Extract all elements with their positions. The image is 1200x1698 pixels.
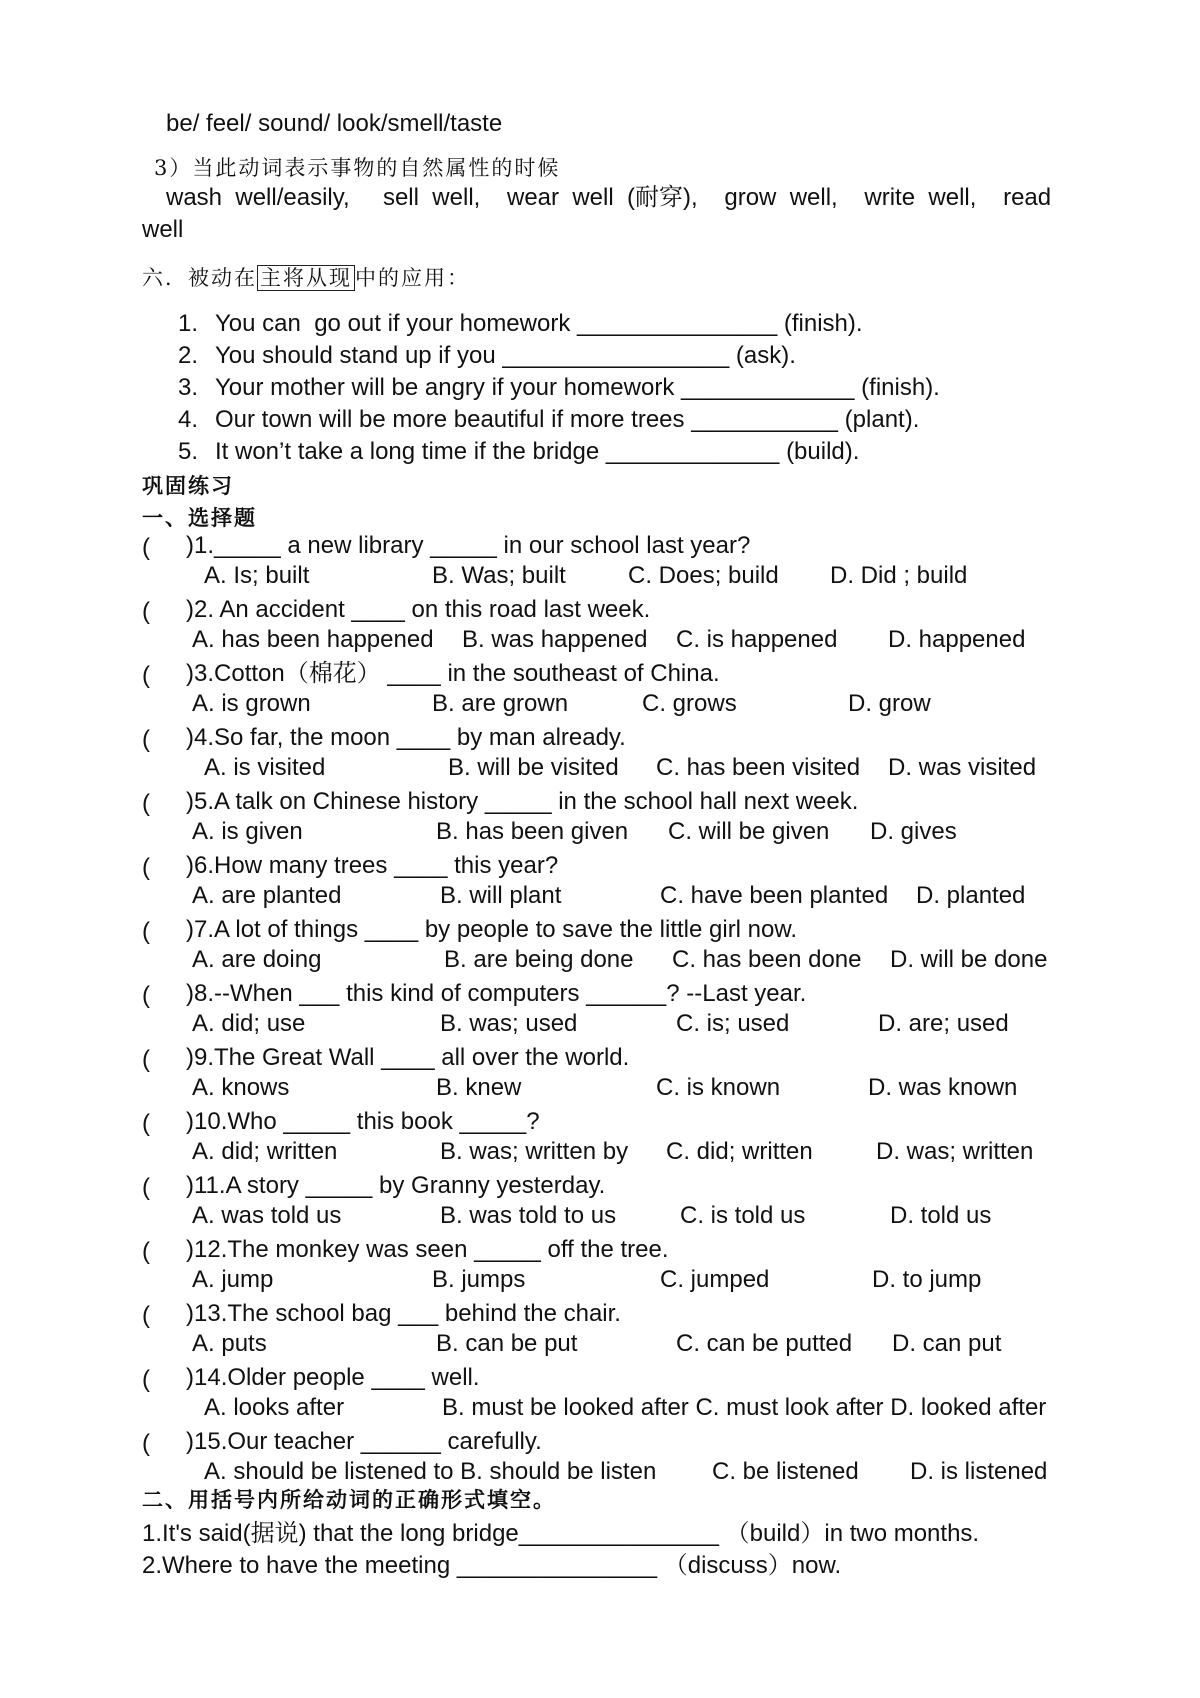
- fill-item-1: 1.It's said(据说) that the long bridge_______________ （build）in two months.: [142, 1520, 980, 1547]
- answer-option: A. was told us: [192, 1202, 342, 1229]
- section-6-prefix: 六．被动在: [142, 266, 257, 290]
- list-item: Your mother will be angry if your homework _____________ (finish).: [215, 374, 940, 401]
- question-stem: )13.The school bag ___ behind the chair.: [186, 1300, 621, 1327]
- section-6-boxed-term: 主将从现: [257, 265, 355, 291]
- answer-option: D. told us: [890, 1202, 992, 1229]
- answer-option: A. are planted: [192, 882, 342, 909]
- answer-option: D. can put: [892, 1330, 1002, 1357]
- question-stem: )11.A story _____ by Granny yesterday.: [186, 1172, 606, 1199]
- list-item-number: 4.: [178, 406, 199, 433]
- answer-option: A. Is; built: [204, 562, 310, 589]
- list-item-number: 3.: [178, 374, 199, 401]
- answer-paren: (: [142, 1046, 150, 1073]
- answer-option: D. planted: [916, 882, 1026, 909]
- answer-option: D. are; used: [878, 1010, 1009, 1037]
- answer-option: C. is told us: [680, 1202, 806, 1229]
- answer-option: A. is visited: [204, 754, 326, 781]
- question-stem: )7.A lot of things ____ by people to save the little girl now.: [186, 916, 798, 943]
- answer-option: B. was; used: [440, 1010, 578, 1037]
- answer-option: A. is grown: [192, 690, 311, 717]
- answer-option: B. jumps: [432, 1266, 526, 1293]
- question-stem: )8.--When ___ this kind of computers ______? --Last year.: [186, 980, 807, 1007]
- answer-paren: (: [142, 854, 150, 881]
- question-stem: )10.Who _____ this book _____?: [186, 1108, 540, 1135]
- point-3-heading: 3）当此动词表示事物的自然属性的时候: [154, 156, 561, 180]
- question-stem: )1._____ a new library _____ in our school last year?: [186, 532, 751, 559]
- answer-option: D. happened: [888, 626, 1026, 653]
- answer-paren: (: [142, 982, 150, 1009]
- verbs-line: be/ feel/ sound/ look/smell/taste: [166, 110, 503, 137]
- answer-option: A. is given: [192, 818, 303, 845]
- examples-line-2: well: [142, 216, 184, 243]
- answer-option: D. was visited: [888, 754, 1037, 781]
- answer-option: B. has been given: [436, 818, 629, 845]
- answer-option: B. was told to us: [440, 1202, 617, 1229]
- answer-paren: (: [142, 534, 150, 561]
- answer-paren: (: [142, 1430, 150, 1457]
- answer-paren: (: [142, 790, 150, 817]
- answer-option: D. to jump: [872, 1266, 982, 1293]
- answer-paren: (: [142, 918, 150, 945]
- question-stem: )14.Older people ____ well.: [186, 1364, 480, 1391]
- question-stem: )5.A talk on Chinese history _____ in the school hall next week.: [186, 788, 859, 815]
- question-stem: )2. An accident ____ on this road last week.: [186, 596, 651, 623]
- answer-option: B. was; written by: [440, 1138, 629, 1165]
- part-2-title: 二、用括号内所给动词的正确形式填空。: [142, 1487, 556, 1512]
- list-item: You can go out if your homework _______________ (finish).: [215, 310, 863, 337]
- question-stem: )12.The monkey was seen _____ off the tree.: [186, 1236, 669, 1263]
- question-stem: )9.The Great Wall ____ all over the world.: [186, 1044, 630, 1071]
- answer-paren: (: [142, 598, 150, 625]
- answer-option: D. grow: [848, 690, 931, 717]
- answer-option: C. did; written: [666, 1138, 813, 1165]
- answer-option: A. did; use: [192, 1010, 306, 1037]
- answer-option: A. are doing: [192, 946, 322, 973]
- answer-option: C. can be putted: [676, 1330, 853, 1357]
- answer-option: B. will be visited: [448, 754, 619, 781]
- answer-option: B. are being done: [444, 946, 634, 973]
- answer-option: D. was; written: [876, 1138, 1034, 1165]
- answer-option: C. has been done: [672, 946, 862, 973]
- examples-line-1: wash well/easily, sell well, wear well (耐穿), grow well, write well, read: [166, 184, 1052, 211]
- answer-option: A. should be listened to B. should be listen: [204, 1458, 657, 1485]
- answer-option: C. jumped: [660, 1266, 770, 1293]
- answer-option: D. gives: [870, 818, 957, 845]
- answer-option: A. puts: [192, 1330, 267, 1357]
- answer-option: B. are grown: [432, 690, 569, 717]
- answer-option: B. must be looked after C. must look after D. looked after: [442, 1394, 1047, 1421]
- answer-option: C. is known: [656, 1074, 781, 1101]
- list-item: Our town will be more beautiful if more trees ___________ (plant).: [215, 406, 920, 433]
- list-item: It won’t take a long time if the bridge _____________ (build).: [215, 438, 860, 465]
- question-stem: )15.Our teacher ______ carefully.: [186, 1428, 542, 1455]
- list-item-number: 5.: [178, 438, 199, 465]
- answer-option: D. Did ; build: [830, 562, 968, 589]
- answer-option: C. have been planted: [660, 882, 889, 909]
- answer-option: B. knew: [436, 1074, 522, 1101]
- answer-paren: (: [142, 1174, 150, 1201]
- answer-option: C. Does; build: [628, 562, 779, 589]
- answer-option: B. Was; built: [432, 562, 566, 589]
- answer-paren: (: [142, 726, 150, 753]
- answer-option: C. is; used: [676, 1010, 790, 1037]
- section-6-heading: [142, 262, 470, 294]
- answer-option: D. will be done: [890, 946, 1048, 973]
- list-item: You should stand up if you _________________ (ask).: [215, 342, 796, 369]
- answer-option: C. will be given: [668, 818, 830, 845]
- list-item-number: 2.: [178, 342, 199, 369]
- part-1-title: 一、选择题: [142, 505, 257, 530]
- question-stem: )3.Cotton（棉花） ____ in the southeast of China.: [186, 660, 720, 687]
- practice-title: 巩固练习: [142, 473, 234, 498]
- answer-paren: (: [142, 1366, 150, 1393]
- answer-option: C. be listened: [712, 1458, 859, 1485]
- question-stem: )6.How many trees ____ this year?: [186, 852, 559, 879]
- answer-option: B. was happened: [462, 626, 648, 653]
- answer-option: A. looks after: [204, 1394, 345, 1421]
- answer-option: C. is happened: [676, 626, 838, 653]
- answer-paren: (: [142, 662, 150, 689]
- answer-option: B. can be put: [436, 1330, 578, 1357]
- section-6-suffix: 中的应用：: [355, 266, 470, 290]
- question-stem: )4.So far, the moon ____ by man already.: [186, 724, 626, 751]
- answer-option: C. has been visited: [656, 754, 861, 781]
- fill-item-2: 2.Where to have the meeting _______________ （discuss）now.: [142, 1552, 842, 1579]
- answer-paren: (: [142, 1238, 150, 1265]
- list-item-number: 1.: [178, 310, 199, 337]
- answer-option: C. grows: [642, 690, 737, 717]
- answer-option: D. is listened: [910, 1458, 1048, 1485]
- answer-option: A. has been happened: [192, 626, 434, 653]
- answer-option: A. did; written: [192, 1138, 338, 1165]
- answer-option: A. jump: [192, 1266, 274, 1293]
- answer-option: A. knows: [192, 1074, 290, 1101]
- answer-option: B. will plant: [440, 882, 562, 909]
- answer-option: D. was known: [868, 1074, 1018, 1101]
- answer-paren: (: [142, 1302, 150, 1329]
- answer-paren: (: [142, 1110, 150, 1137]
